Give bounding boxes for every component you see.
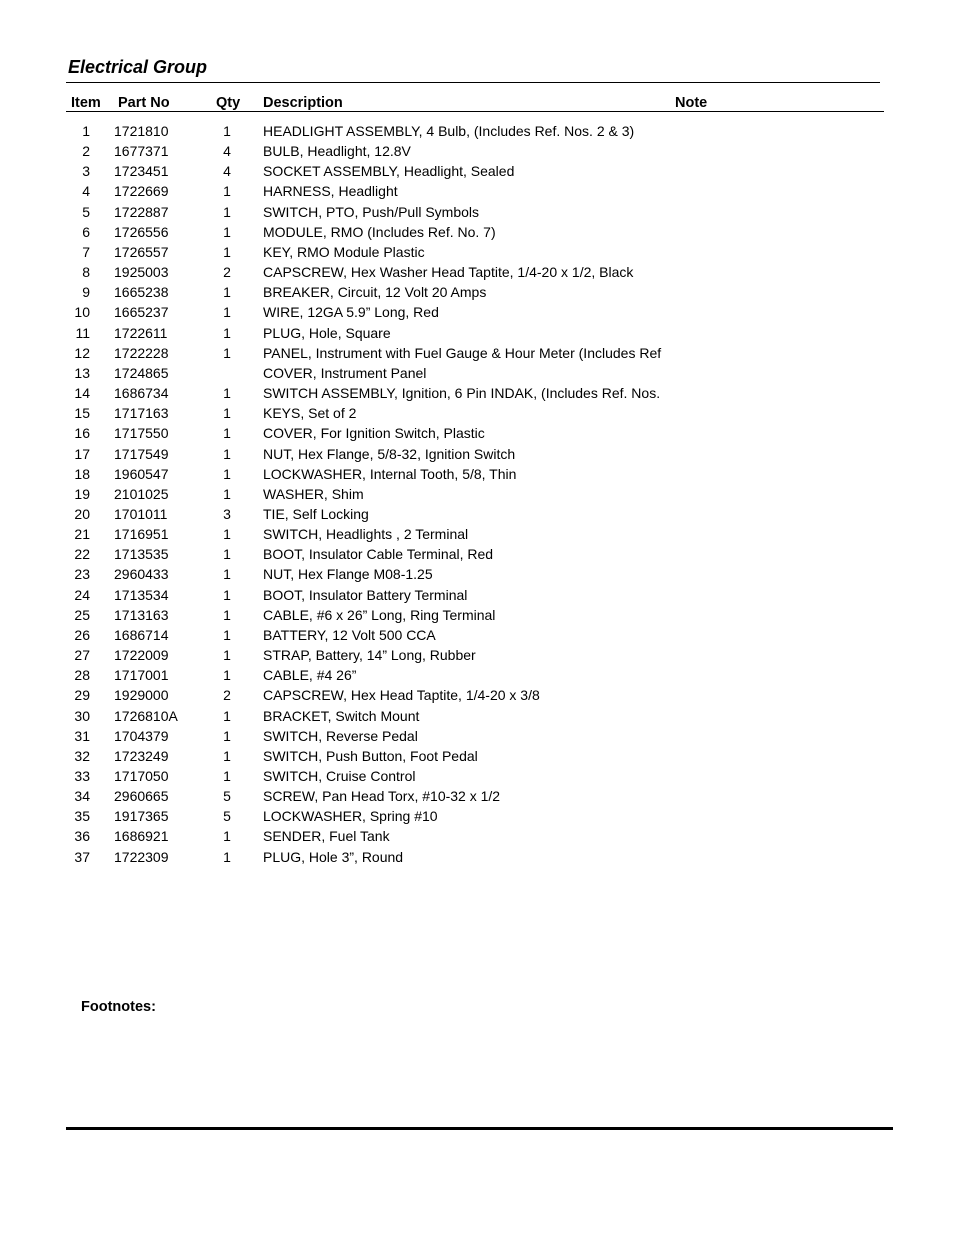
quantity: 1	[223, 768, 231, 784]
part-number: 1722309	[114, 848, 169, 865]
quantity: 1	[223, 304, 231, 321]
item-number: 22	[74, 546, 90, 563]
part-number: 1726557	[114, 243, 169, 260]
description: CAPSCREW, Hex Washer Head Taptite, 1/4-20 x 1/2, Black	[263, 264, 634, 281]
bottom-divider	[66, 1127, 893, 1130]
part-number: 1665237	[114, 304, 169, 321]
quantity: 4	[223, 163, 231, 180]
table-row	[0, 444, 954, 464]
quantity: 1	[223, 848, 231, 865]
quantity: 5	[223, 788, 231, 805]
quantity: 1	[223, 344, 231, 361]
item-number: 5	[82, 203, 90, 220]
quantity: 3	[223, 505, 231, 522]
quantity: 4	[223, 143, 231, 160]
description: SCREW, Pan Head Torx, #10-32 x 1/2	[263, 788, 501, 805]
item-number: 30	[74, 707, 90, 724]
description: TIE, Self Locking	[263, 505, 369, 522]
quantity: 1	[223, 606, 231, 623]
part-number: 1717550	[114, 425, 169, 442]
item-number: 9	[82, 284, 90, 301]
item-number: 26	[74, 626, 90, 643]
description: HARNESS, Headlight	[263, 183, 398, 200]
quantity: 1	[223, 566, 231, 583]
description: LOCKWASHER, Spring #10	[263, 808, 438, 825]
table-row	[0, 282, 954, 302]
table-row	[0, 423, 954, 443]
table-row	[0, 181, 954, 201]
item-number: 33	[74, 768, 90, 784]
item-number: 32	[74, 747, 90, 764]
quantity: 1	[223, 284, 231, 301]
part-number: 1925003	[114, 264, 169, 281]
table-row	[0, 242, 954, 262]
part-number: 1713163	[114, 606, 169, 623]
header-note: Note	[675, 95, 708, 111]
table-row	[0, 262, 954, 282]
item-number: 7	[82, 243, 90, 260]
item-number: 34	[74, 788, 90, 805]
quantity: 1	[223, 123, 231, 139]
item-number: 14	[74, 385, 90, 402]
part-number: 1917365	[114, 808, 169, 825]
quantity: 1	[223, 203, 231, 220]
item-number: 20	[74, 505, 90, 522]
part-number: 1717549	[114, 445, 169, 462]
table-row	[0, 786, 954, 806]
part-number: 2960433	[114, 566, 169, 583]
item-number: 4	[82, 183, 90, 200]
quantity: 1	[223, 465, 231, 482]
item-number: 16	[74, 425, 90, 442]
description: STRAP, Battery, 14” Long, Rubber	[263, 647, 476, 664]
part-number: 1726810A	[114, 707, 178, 724]
description: PANEL, Instrument with Fuel Gauge & Hour Meter (Includes Ref	[263, 344, 662, 361]
part-number: 1722611	[114, 324, 168, 341]
table-row	[0, 806, 954, 826]
description: KEYS, Set of 2	[263, 405, 357, 422]
table-row	[0, 625, 954, 645]
description: LOCKWASHER, Internal Tooth, 5/8, Thin	[263, 465, 517, 482]
table-row	[0, 161, 954, 181]
quantity: 2	[223, 687, 231, 704]
item-number: 29	[74, 687, 90, 704]
description: SOCKET ASSEMBLY, Headlight, Sealed	[263, 163, 515, 180]
header-description: Description	[263, 95, 343, 111]
part-number: 1713535	[114, 546, 169, 563]
quantity: 1	[223, 546, 231, 563]
title-divider	[66, 82, 880, 83]
description: MODULE, RMO (Includes Ref. No. 7)	[263, 223, 496, 240]
description: BREAKER, Circuit, 12 Volt 20 Amps	[263, 284, 487, 301]
item-number: 2	[82, 143, 90, 160]
quantity: 1	[223, 324, 231, 341]
footnotes-label: Footnotes:	[81, 999, 156, 1015]
description: SENDER, Fuel Tank	[263, 828, 390, 845]
quantity: 1	[223, 223, 231, 240]
quantity: 1	[223, 405, 231, 422]
table-row	[0, 484, 954, 504]
part-number: 1724865	[114, 364, 169, 381]
description: HEADLIGHT ASSEMBLY, 4 Bulb, (Includes Ref. Nos. 2 & 3)	[263, 123, 635, 139]
quantity: 1	[223, 828, 231, 845]
description: BATTERY, 12 Volt 500 CCA	[263, 626, 436, 643]
table-row	[0, 504, 954, 524]
quantity: 1	[223, 647, 231, 664]
item-number: 8	[82, 264, 90, 281]
table-row	[0, 403, 954, 423]
table-row	[0, 726, 954, 746]
description: COVER, Instrument Panel	[263, 364, 427, 381]
table-row	[0, 766, 954, 786]
table-row	[0, 141, 954, 161]
description: SWITCH ASSEMBLY, Ignition, 6 Pin INDAK, (Includes Ref. Nos.	[263, 385, 661, 402]
quantity: 1	[223, 243, 231, 260]
quantity: 2	[223, 264, 231, 281]
quantity: 1	[223, 707, 231, 724]
table-row	[0, 222, 954, 242]
table-row	[0, 323, 954, 343]
description: CABLE, #4 26”	[263, 667, 357, 684]
quantity: 1	[223, 526, 231, 543]
part-number: 1716951	[114, 526, 169, 543]
part-number: 1722887	[114, 203, 169, 220]
part-number: 1722228	[114, 344, 169, 361]
header-qty: Qty	[216, 95, 241, 111]
item-number: 1	[82, 123, 90, 139]
description: NUT, Hex Flange M08-1.25	[263, 566, 433, 583]
item-number: 10	[74, 304, 90, 321]
quantity: 5	[223, 808, 231, 825]
table-row	[0, 302, 954, 322]
table-row	[0, 826, 954, 846]
description: SWITCH, Reverse Pedal	[263, 727, 418, 744]
item-number: 17	[74, 445, 90, 462]
description: SWITCH, Cruise Control	[263, 768, 416, 784]
page-title: Electrical Group	[68, 57, 208, 77]
part-number: 1960547	[114, 465, 169, 482]
header-divider	[66, 111, 884, 112]
description: COVER, For Ignition Switch, Plastic	[263, 425, 485, 442]
part-number: 1717050	[114, 768, 169, 784]
part-number: 1722009	[114, 647, 169, 664]
table-row	[0, 464, 954, 484]
item-number: 11	[75, 324, 90, 341]
table-row	[0, 645, 954, 665]
part-number: 1665238	[114, 284, 169, 301]
quantity: 1	[223, 385, 231, 402]
part-number: 2960665	[114, 788, 169, 805]
quantity: 1	[223, 183, 231, 200]
table-row	[0, 665, 954, 685]
part-number: 1717163	[114, 405, 169, 422]
item-number: 36	[74, 828, 90, 845]
quantity: 1	[223, 485, 231, 502]
header-part-no: Part No	[118, 95, 170, 111]
table-row	[0, 524, 954, 544]
part-number: 1677371	[114, 143, 169, 160]
part-number: 1723249	[114, 747, 169, 764]
quantity: 1	[223, 626, 231, 643]
header-item: Item	[71, 95, 101, 111]
item-number: 23	[74, 566, 90, 583]
item-number: 27	[74, 647, 90, 664]
table-row	[0, 343, 954, 363]
part-number: 1723451	[114, 163, 169, 180]
table-row	[0, 746, 954, 766]
table-row	[0, 685, 954, 705]
part-number: 1929000	[114, 687, 169, 704]
part-number: 1701011	[114, 505, 168, 522]
description: WASHER, Shim	[263, 485, 364, 502]
part-number: 1726556	[114, 223, 169, 240]
item-number: 6	[82, 223, 90, 240]
description: CAPSCREW, Hex Head Taptite, 1/4-20 x 3/8	[263, 687, 540, 704]
item-number: 13	[74, 364, 90, 381]
item-number: 3	[82, 163, 90, 180]
quantity: 1	[223, 425, 231, 442]
part-number: 1704379	[114, 727, 169, 744]
item-number: 31	[74, 727, 90, 744]
table-row	[0, 544, 954, 564]
item-number: 12	[74, 344, 90, 361]
quantity: 1	[223, 667, 231, 684]
table-row	[0, 706, 954, 726]
part-number: 1686921	[114, 828, 169, 845]
part-number: 1686734	[114, 385, 169, 402]
part-number: 1713534	[114, 586, 169, 603]
item-number: 25	[74, 606, 90, 623]
description: SWITCH, Push Button, Foot Pedal	[263, 747, 478, 764]
description: BOOT, Insulator Cable Terminal, Red	[263, 546, 494, 563]
table-row	[0, 564, 954, 584]
table-row	[0, 847, 954, 867]
table-row	[0, 605, 954, 625]
description: KEY, RMO Module Plastic	[263, 243, 425, 260]
item-number: 21	[74, 526, 90, 543]
quantity: 1	[223, 727, 231, 744]
item-number: 35	[74, 808, 90, 825]
item-number: 37	[74, 848, 90, 865]
item-number: 19	[74, 485, 90, 502]
table-row	[0, 383, 954, 403]
description: WIRE, 12GA 5.9” Long, Red	[263, 304, 439, 321]
table-row	[0, 202, 954, 222]
quantity: 1	[223, 747, 231, 764]
part-number: 1686714	[114, 626, 169, 643]
part-number: 2101025	[114, 485, 169, 502]
item-number: 15	[74, 405, 90, 422]
part-number: 1721810	[114, 123, 169, 139]
quantity: 1	[223, 445, 231, 462]
quantity: 1	[223, 586, 231, 603]
description: BOOT, Insulator Battery Terminal	[263, 586, 468, 603]
table-row	[0, 121, 954, 141]
description: SWITCH, Headlights , 2 Terminal	[263, 526, 469, 543]
table-row	[0, 585, 954, 605]
part-number: 1717001	[114, 667, 169, 684]
description: BRACKET, Switch Mount	[263, 707, 420, 724]
item-number: 28	[74, 667, 90, 684]
parts-table	[0, 121, 954, 867]
description: BULB, Headlight, 12.8V	[263, 143, 411, 160]
item-number: 24	[74, 586, 90, 603]
item-number: 18	[74, 465, 90, 482]
table-row	[0, 363, 954, 383]
description: NUT, Hex Flange, 5/8-32, Ignition Switch	[263, 445, 516, 462]
part-number: 1722669	[114, 183, 169, 200]
description: PLUG, Hole 3”, Round	[263, 848, 404, 865]
description: CABLE, #6 x 26” Long, Ring Terminal	[263, 606, 496, 623]
description: PLUG, Hole, Square	[263, 324, 391, 341]
description: SWITCH, PTO, Push/Pull Symbols	[263, 203, 480, 220]
